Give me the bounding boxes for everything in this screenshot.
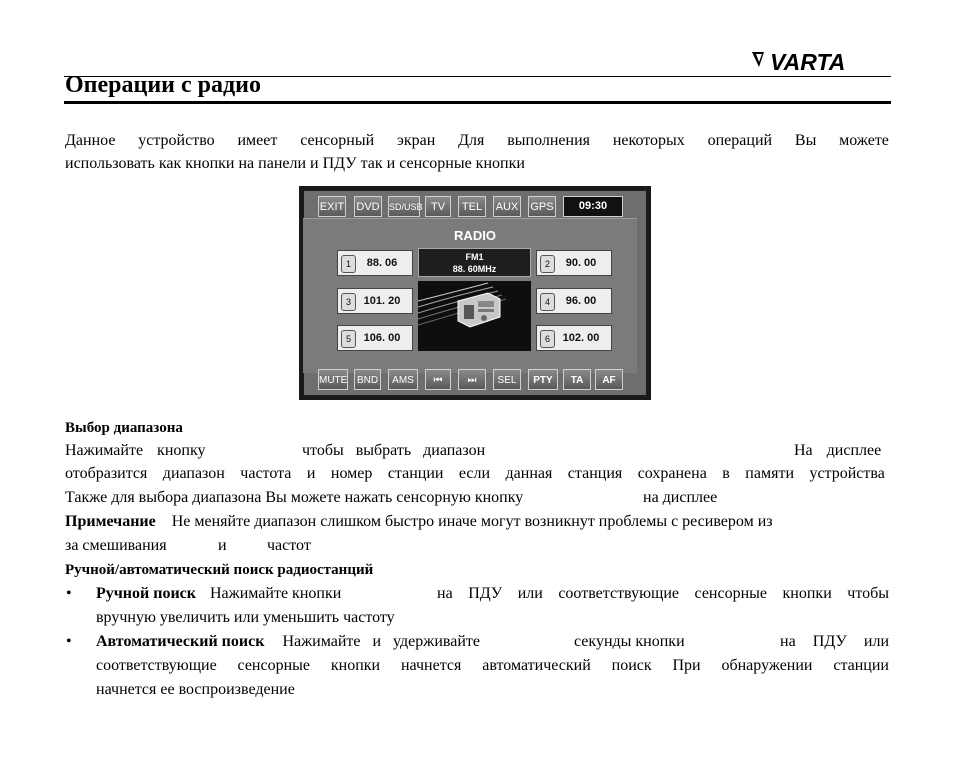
word: Вы [794,132,817,149]
radio-icon [418,281,531,351]
preset-frequency: 88. 06 [366,257,398,269]
af-button[interactable]: AF [595,369,623,390]
preset-number: 3 [341,293,356,311]
radio-screen [299,186,651,400]
word: Нажимайте [65,442,144,459]
band-line-1b [302,440,485,462]
word: обнаружении [721,657,813,674]
word: на [437,585,453,602]
word: сенсорный [300,132,375,149]
bullet-icon: • [66,585,72,602]
word: операций [707,132,773,149]
word: ПДУ [468,585,503,602]
page-title: Операции с радио [65,72,261,98]
band-line-5a: за смешивания [65,537,167,554]
gps-button[interactable]: GPS [528,196,556,217]
word: Данное [65,132,116,149]
preset-number: 2 [540,255,555,273]
sel-button[interactable]: SEL [493,369,521,390]
auto-line-1c [780,631,889,653]
band-label: FM1 [465,252,484,262]
word: и [306,465,316,482]
section-heading-search: Ручной/автоматический поиск радиостанций [65,562,374,578]
auto-line-1a [96,631,480,653]
word: сохранена [637,465,707,482]
note-line [65,511,773,533]
word: дисплее [826,442,882,459]
word: выбрать [355,442,412,459]
preset-number: 5 [341,330,356,348]
word: если [458,465,491,482]
word: диапазон [423,442,486,459]
word: можете [839,132,889,149]
word: соответствующие [558,585,679,602]
word: Нажимайте [282,633,361,650]
word: поиск [611,657,652,674]
word: устройство [138,132,215,149]
word: на [780,633,796,650]
word: При [672,657,701,674]
word: выполнения [507,132,590,149]
word: диапазон [162,465,225,482]
word: кнопки [782,585,832,602]
preset-number: 6 [540,330,555,348]
word: номер [330,465,373,482]
band-line-5b: и [218,537,227,554]
varta-logo-mark [750,49,894,73]
word: станции [387,465,444,482]
manual-line-2: вручную увеличить или уменьшить частоту [96,609,395,626]
word: имеет [237,132,278,149]
prev-track-icon[interactable]: ⏮ [425,369,451,390]
word: данная [505,465,553,482]
bullet-icon: • [66,633,72,650]
band-line-3b: на дисплее [643,489,718,506]
varta-logo [750,49,894,73]
title-underline [64,101,891,104]
preset-frequency: 101. 20 [363,295,401,307]
tv-button[interactable]: TV [425,196,451,217]
preset-4-button[interactable] [536,288,612,314]
preset-3-button[interactable] [337,288,413,314]
word: в [722,465,730,482]
word: станции [833,657,889,674]
word: устройства [809,465,885,482]
sd-usb-button[interactable]: SD/USB [388,196,420,217]
radio-artwork [418,281,531,351]
word: кнопку [157,442,206,459]
word: сенсорные [694,585,767,602]
ams-button[interactable]: AMS [388,369,418,390]
auto-line-2 [96,655,889,677]
auto-label: Автоматический поиск [96,633,265,650]
logo-text: VARTA [770,49,846,73]
word: Для [458,132,485,149]
word: начнется [400,657,462,674]
frequency-value: 88. 60MHz [452,264,497,274]
radio-title: RADIO [454,228,496,243]
intro-line-2: использовать как кнопки на панели и ПДУ так и сенсорные кнопки [65,155,525,172]
ta-button[interactable]: TA [563,369,591,390]
word: На [794,442,813,459]
word: соответствующие [96,657,217,674]
band-line-3a: Также для выбора диапазона Вы можете нажать сенсорную кнопку [65,489,524,506]
word: экран [396,132,436,149]
word: отобразится [65,465,148,482]
frequency-display [418,248,531,277]
word: и [372,633,382,650]
exit-button[interactable]: EXIT [318,196,346,217]
manual-text-a: Нажимайте кнопки [210,585,342,602]
preset-frequency: 106. 00 [363,332,401,344]
preset-frequency: 96. 00 [565,295,597,307]
preset-5-button[interactable] [337,325,413,351]
word: частота [240,465,292,482]
pty-button[interactable]: PTY [528,369,558,390]
clock-display: 09:30 [563,196,623,217]
band-line-1c [794,440,881,462]
aux-button[interactable]: AUX [493,196,521,217]
note-text: Не меняйте диапазон слишком быстро иначе могут возникнут проблемы с ресивером из [171,513,773,530]
mute-button[interactable]: MUTE [318,369,348,390]
band-line-1a [65,440,206,462]
band-line-2 [65,463,885,485]
next-track-icon[interactable]: ⏭ [458,369,486,390]
preset-number: 1 [341,255,356,273]
tel-button[interactable]: TEL [458,196,486,217]
word: кнопки [330,657,381,674]
manual-line-1a [96,583,341,605]
word: ПДУ [812,633,847,650]
preset-1-button[interactable] [337,250,413,276]
word: памяти [745,465,794,482]
manual-line-1b [437,583,889,605]
preset-6-button[interactable] [536,325,612,351]
word: станция [567,465,623,482]
preset-frequency: 90. 00 [565,257,597,269]
auto-line-3: начнется ее воспроизведение [96,681,295,698]
word: чтобы [302,442,344,459]
word: автоматический [482,657,591,674]
band-line-5c: частот [267,537,311,554]
manual-label: Ручной поиск [96,585,196,602]
auto-line-1b: секунды кнопки [574,633,685,650]
preset-number: 4 [540,293,555,311]
word: или [517,585,543,602]
word: удерживайте [393,633,480,650]
bnd-button[interactable]: BND [354,369,381,390]
word: или [863,633,889,650]
note-label: Примечание [65,513,156,530]
word: некоторых [612,132,685,149]
word: чтобы [847,585,889,602]
dvd-button[interactable]: DVD [354,196,382,217]
word: сенсорные [237,657,311,674]
preset-frequency: 102. 00 [562,332,600,344]
preset-2-button[interactable] [536,250,612,276]
section-heading-band: Выбор диапазона [65,420,183,436]
intro-line-1 [65,130,889,152]
